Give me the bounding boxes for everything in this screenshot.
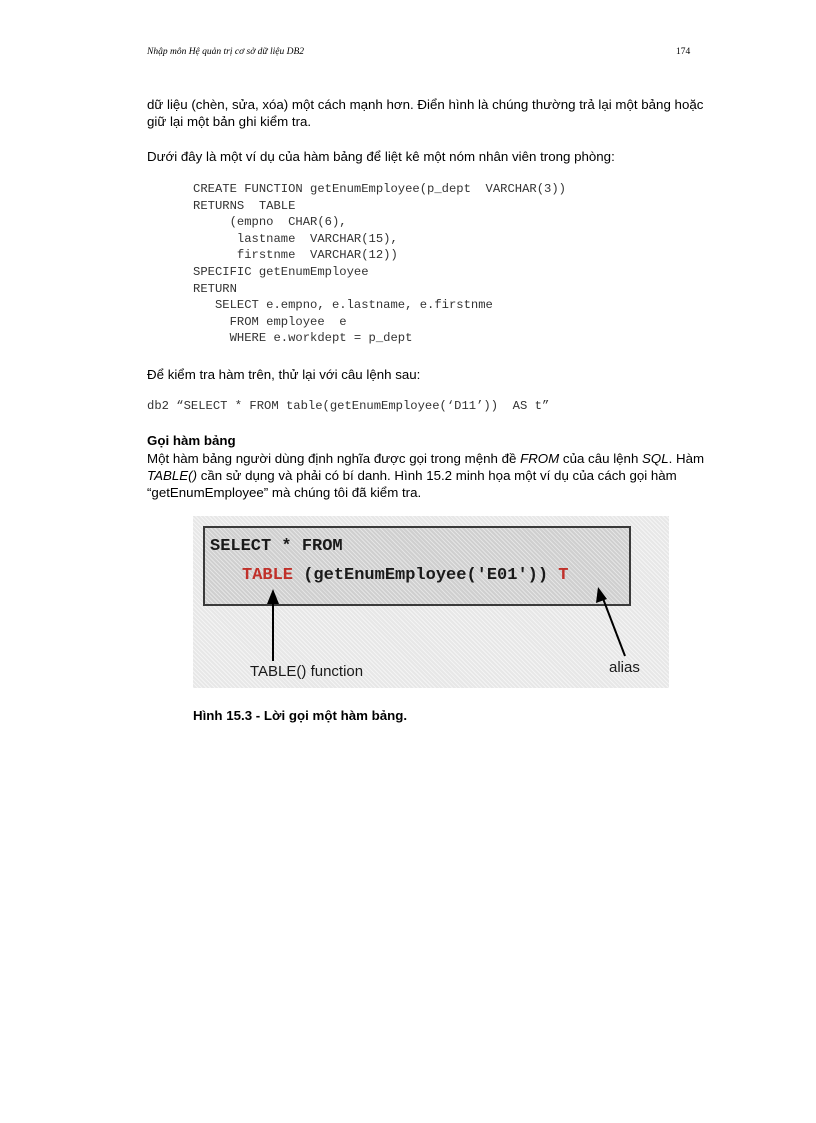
paragraph-intro: dữ liệu (chèn, sửa, xóa) một cách mạnh hơn. Điển hình là chúng thường trả lại một bảng hoặc giữ lại một bản ghi kiểm tra. [147,97,704,129]
para4-sql-term: SQL [642,451,669,466]
running-header-title: Nhập môn Hệ quản trị cơ sở dữ liệu DB2 [147,47,305,57]
code-block-create-function: CREATE FUNCTION getEnumEmployee(p_dept VARCHAR(3)) RETURNS TABLE (empno CHAR(6), lastname VARCHAR(15), firstnme VARCHAR(12)) SPECIFIC getEnumEmployee RETURN SELECT e.empno, e.lastname, e.firstnme FROM employee e WHERE e.workdept = p_dept [193,182,566,346]
paragraph-test-intro: Để kiểm tra hàm trên, thử lại với câu lệnh sau: [147,367,421,382]
table-keyword: TABLE [242,566,294,585]
para4-text-a: Một hàm bảng người dùng định nghĩa được gọi trong mệnh đề [147,451,521,466]
function-call-text: (getEnumEmployee('E01')) [293,566,559,585]
figure-table-function-call [193,516,669,688]
sql-select-line: SELECT * FROM [210,537,343,556]
figure-caption: Hình 15.3 - Lời gọi một hàm bảng. [193,708,408,723]
alias-arrow-head [596,587,607,603]
para4-from-term: FROM [520,451,560,466]
paragraph-example-intro: Dưới đây là một ví dụ của hàm bảng để liệt kê một nóm nhân viên trong phòng: [147,149,615,164]
alias-keyword: T [558,566,569,585]
para4-text-d: cần sử dụng và phải có bí danh. Hình 15.2 minh họa một ví dụ của cách gọi hàm “getEnumEmployee” mà chúng tôi đã kiểm tra. [147,468,677,500]
paragraph-calling-table-function [147,450,707,501]
code-db2-command: db2 “SELECT * FROM table(getEnumEmployee(‘D11’)) AS t” [147,399,550,413]
para4-table-term: TABLE() [147,468,197,483]
para4-text-c: . Hàm [668,451,705,466]
section-heading: Gọi hàm bảng [147,433,236,448]
label-alias: alias [609,659,640,676]
para4-text-b: của câu lệnh [559,451,643,466]
page-number: 174 [676,47,691,57]
alias-arrow-line [602,596,625,656]
table-function-arrow-head [267,589,279,604]
label-table-function: TABLE() function [250,663,364,680]
